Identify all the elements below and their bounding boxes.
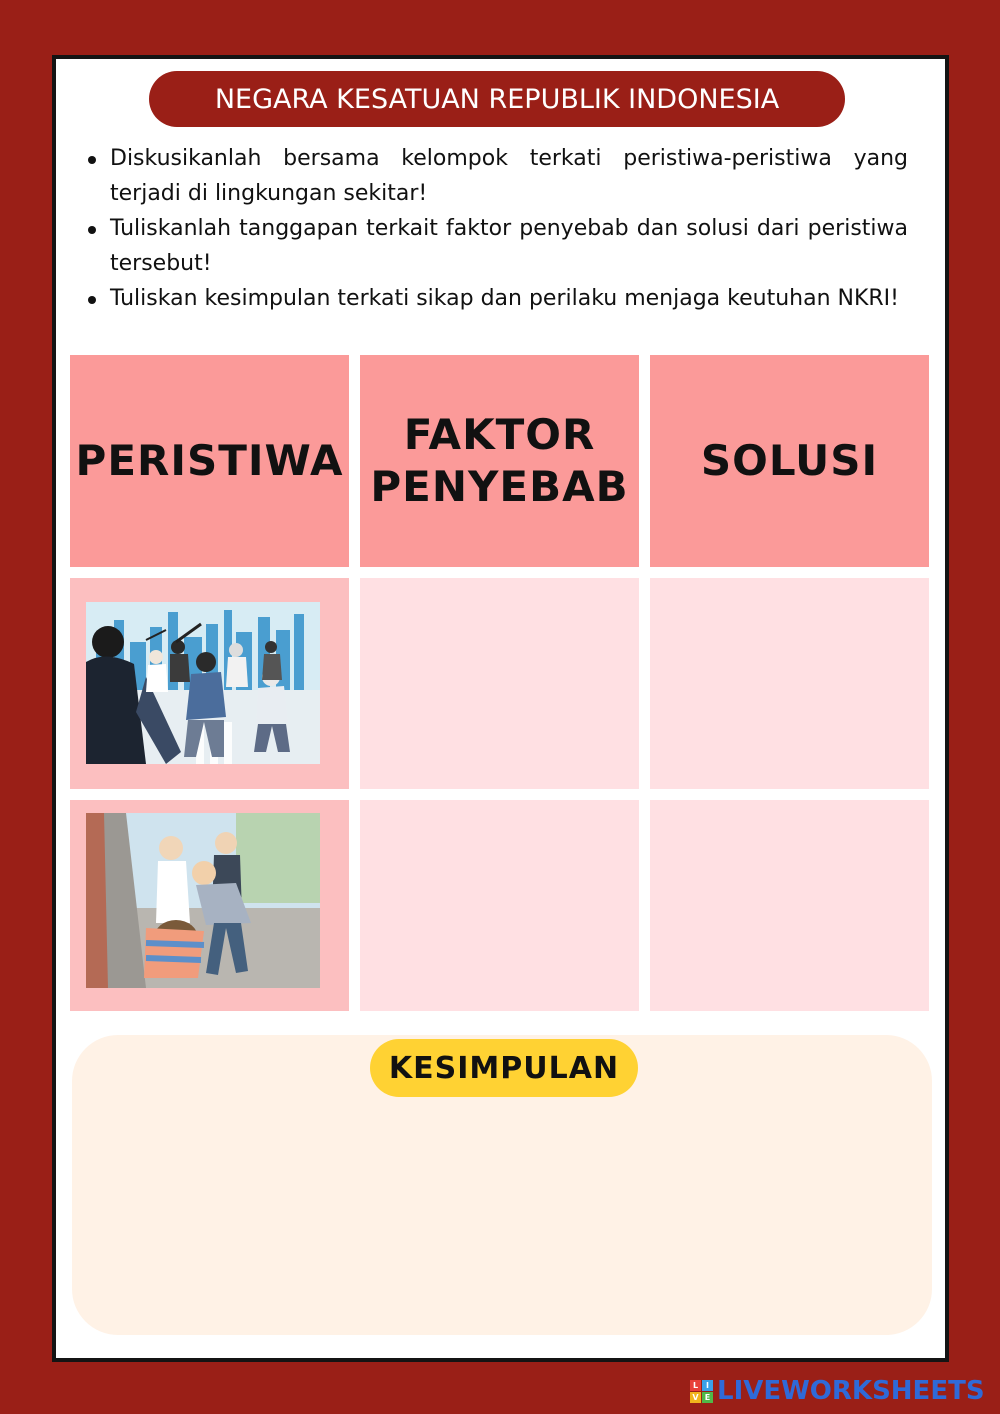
conclusion-label: KESIMPULAN — [370, 1039, 638, 1097]
faktor-penyebab-answer-2[interactable] — [360, 800, 639, 1011]
liveworksheets-brand — [690, 1376, 985, 1406]
header-solusi: SOLUSI — [650, 355, 929, 567]
instruction-item: Tuliskanlah tanggapan terkait faktor penyebab dan solusi dari peristiwa tersebut! — [84, 211, 908, 281]
brawl-illustration-image — [86, 602, 320, 764]
solusi-answer-2[interactable] — [650, 800, 929, 1011]
brand-name: LIVEWORKSHEETS — [717, 1376, 985, 1406]
faktor-penyebab-answer-1[interactable] — [360, 578, 639, 789]
peristiwa-cell-1 — [70, 578, 349, 789]
instruction-list — [84, 141, 908, 316]
bullying-photo-image — [86, 813, 320, 988]
instruction-item: Diskusikanlah bersama kelompok terkati peristiwa-peristiwa yang terjadi di lingkungan sekitar! — [84, 141, 908, 211]
conclusion-answer-box[interactable] — [72, 1035, 932, 1335]
header-peristiwa: PERISTIWA — [70, 355, 349, 567]
instruction-item: Tuliskan kesimpulan terkati sikap dan perilaku menjaga keutuhan NKRI! — [84, 281, 908, 316]
peristiwa-cell-2 — [70, 800, 349, 1011]
header-faktor-penyebab: FAKTOR PENYEBAB — [360, 355, 639, 567]
solusi-answer-1[interactable] — [650, 578, 929, 789]
worksheet-page — [52, 55, 949, 1362]
worksheet-title: NEGARA KESATUAN REPUBLIK INDONESIA — [149, 71, 845, 127]
liveworksheets-logo-icon: L I V E — [690, 1380, 713, 1403]
